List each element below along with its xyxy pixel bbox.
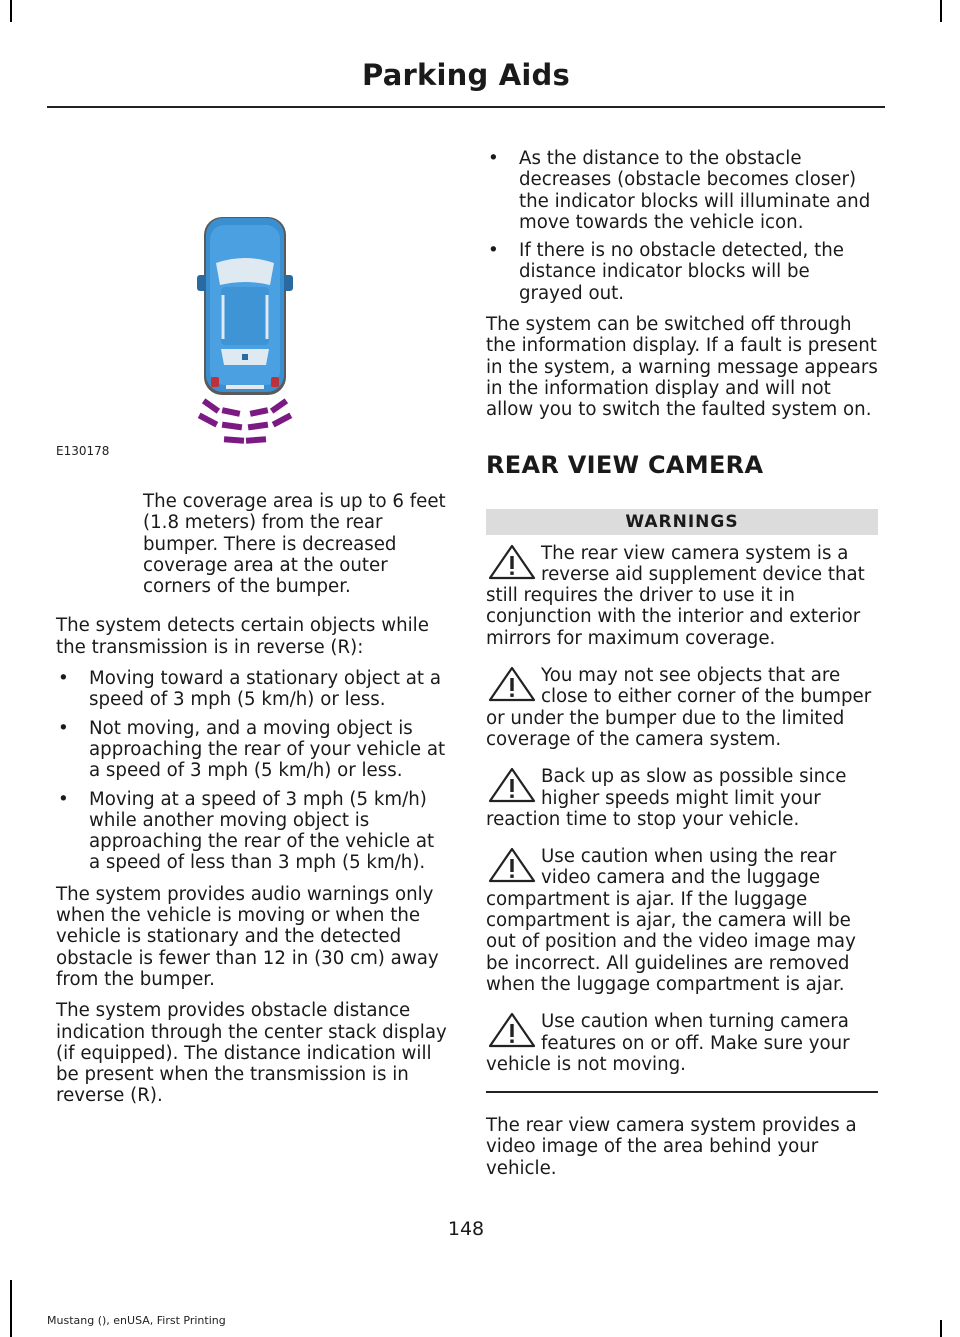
warning-triangle-icon	[486, 766, 538, 806]
indicator-behavior-list	[486, 148, 878, 304]
warning-item	[486, 1011, 878, 1075]
warning-triangle-icon	[486, 543, 538, 583]
page-title: Parking Aids	[362, 58, 570, 92]
audio-warnings-paragraph: The system provides audio warnings only when the vehicle is moving or when the vehicle is stationary and the detected obstacle is fewer than 12 in (30 cm) away from the bumper.	[56, 883, 439, 990]
warning-item	[486, 543, 878, 649]
car-top-view-with-rear-sensor-arcs-icon	[56, 125, 448, 465]
warning-triangle-icon	[486, 665, 538, 705]
detection-conditions-list	[56, 668, 448, 874]
left-column	[56, 125, 448, 1117]
warning-text: Back up as slow as possible since higher speeds might limit your reaction time to stop your vehicle.	[486, 766, 847, 830]
list-item: • Moving at a speed of 3 mph (5 km/h) while another moving object is approaching the rear of the vehicle at a speed of less than 3 mph (5 km/h).	[56, 789, 448, 874]
parking-sensor-figure	[56, 125, 448, 465]
figure-code: E130178	[56, 444, 110, 458]
warning-text: Use caution when turning camera features on or off. Make sure your vehicle is not moving.	[486, 1011, 850, 1075]
warning-item	[486, 665, 878, 750]
page-number: 148	[447, 1218, 485, 1240]
list-item: • Not moving, and a moving object is approaching the rear of your vehicle at a speed of 3 mph (5 km/h) or less.	[56, 718, 448, 782]
crop-mark-bottom-right	[940, 1320, 942, 1337]
warnings-divider	[486, 1091, 878, 1093]
list-item: • As the distance to the obstacle decreases (obstacle becomes closer) the indicator blocks will illuminate and move towards the vehicle icon.	[486, 148, 878, 233]
detect-intro-paragraph: The system detects certain objects while the transmission is in reverse (R):	[56, 615, 429, 658]
header-divider	[47, 106, 885, 108]
right-column	[486, 148, 878, 1189]
list-item: • Moving toward a stationary object at a speed of 3 mph (5 km/h) or less.	[56, 668, 448, 711]
warning-text: The rear view camera system is a reverse aid supplement device that still requires the driver to use it in conjunction with the interior and exterior mirrors for maximum coverage.	[486, 542, 865, 649]
warning-text: Use caution when using the rear video camera and the luggage compartment is ajar. If the luggage compartment is ajar, the camera will be out of position and the video image may be incorrect. All guidelines are removed when the luggage compartment is ajar.	[486, 846, 856, 995]
warning-item	[486, 766, 878, 830]
edition-footer: Mustang (), enUSA, First Printing	[47, 1314, 226, 1327]
list-item: • If there is no obstacle detected, the distance indicator blocks will be grayed out.	[486, 240, 878, 304]
warning-text: You may not see objects that are close to either corner of the bumper or under the bumper due to the limited coverage of the camera system.	[486, 665, 872, 750]
distance-display-paragraph: The system provides obstacle distance indication through the center stack display (if equipped). The distance indication will be present when the transmission is in reverse (R).	[56, 1000, 447, 1107]
coverage-paragraph: The coverage area is up to 6 feet (1.8 meters) from the rear bumper. There is decreased coverage area at the outer corners of the bumper.	[143, 491, 446, 598]
camera-intro-paragraph: The rear view camera system provides a video image of the area behind your vehicle.	[486, 1115, 857, 1179]
warning-item	[486, 846, 878, 995]
crop-mark-top-left	[10, 0, 12, 22]
warning-triangle-icon	[486, 1011, 538, 1051]
warnings-banner: WARNINGS	[486, 509, 878, 535]
section-heading: REAR VIEW CAMERA	[486, 450, 764, 479]
crop-mark-top-right	[940, 0, 942, 22]
warning-triangle-icon	[486, 846, 538, 886]
switch-off-paragraph: The system can be switched off through the information display. If a fault is present in the system, a warning message appears in the information display and will not allow you to switch the faulted system on.	[486, 314, 878, 421]
crop-mark-bottom-left	[10, 1280, 12, 1337]
